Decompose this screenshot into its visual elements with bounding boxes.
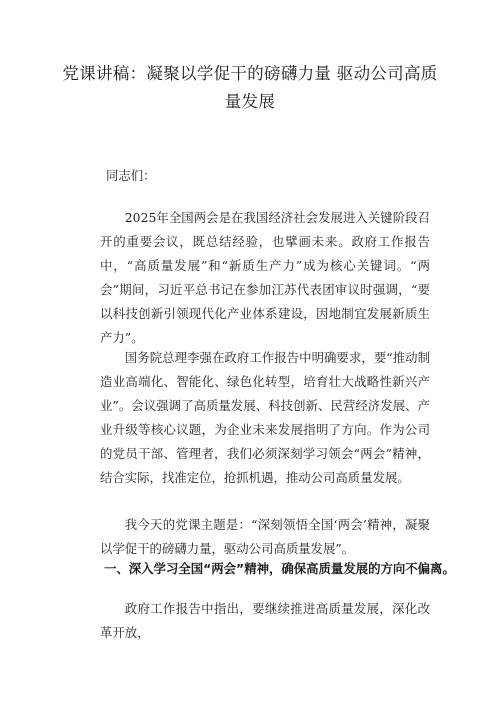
paragraph-3: 我今天的党课主题是：“深刻领悟全国‘两会’精神，凝聚以学促干的磅礴力量，驱动公司高质量发展”。: [100, 517, 430, 556]
greeting: 同志们：: [106, 168, 156, 183]
paragraph-1: 2025年全国两会是在我国经济社会发展进入关键阶段召开的重要会议，既总结经验，也擘画未来。政府工作报告中，“高质量发展”和“新质生产力”成为核心关键词。“两会”期间，习近平总书记在参加江苏代表团审议时强调，“要以科技创新引领现代化产业体系建设，因地制宜发展新质生产力”。: [100, 210, 430, 345]
section-heading: 一、深入学习全国“两会”精神，确保高质量发展的方向不偏离。: [104, 561, 455, 576]
paragraph-2: 国务院总理李强在政府工作报告中明确要求，要“推动制造业高端化、智能化、绿色化转型，培育壮大战略性新兴产业”。会议强调了高质量发展、科技创新、民营经济发展、产业升级等核心议题，为企业未来发展指明了方向。作为公司的党员干部、管理者，我们必须深刻学习领会“两会”精神，结合实际，找准定位，抢抓机遇，推动公司高质量发展。: [100, 350, 430, 485]
section-paragraph: 政府工作报告中指出，要继续推进高质量发展，深化改革开放，: [100, 601, 430, 640]
document-title: 党课讲稿：凝聚以学促干的磅礴力量 驱动公司高质量发展: [62, 64, 438, 111]
